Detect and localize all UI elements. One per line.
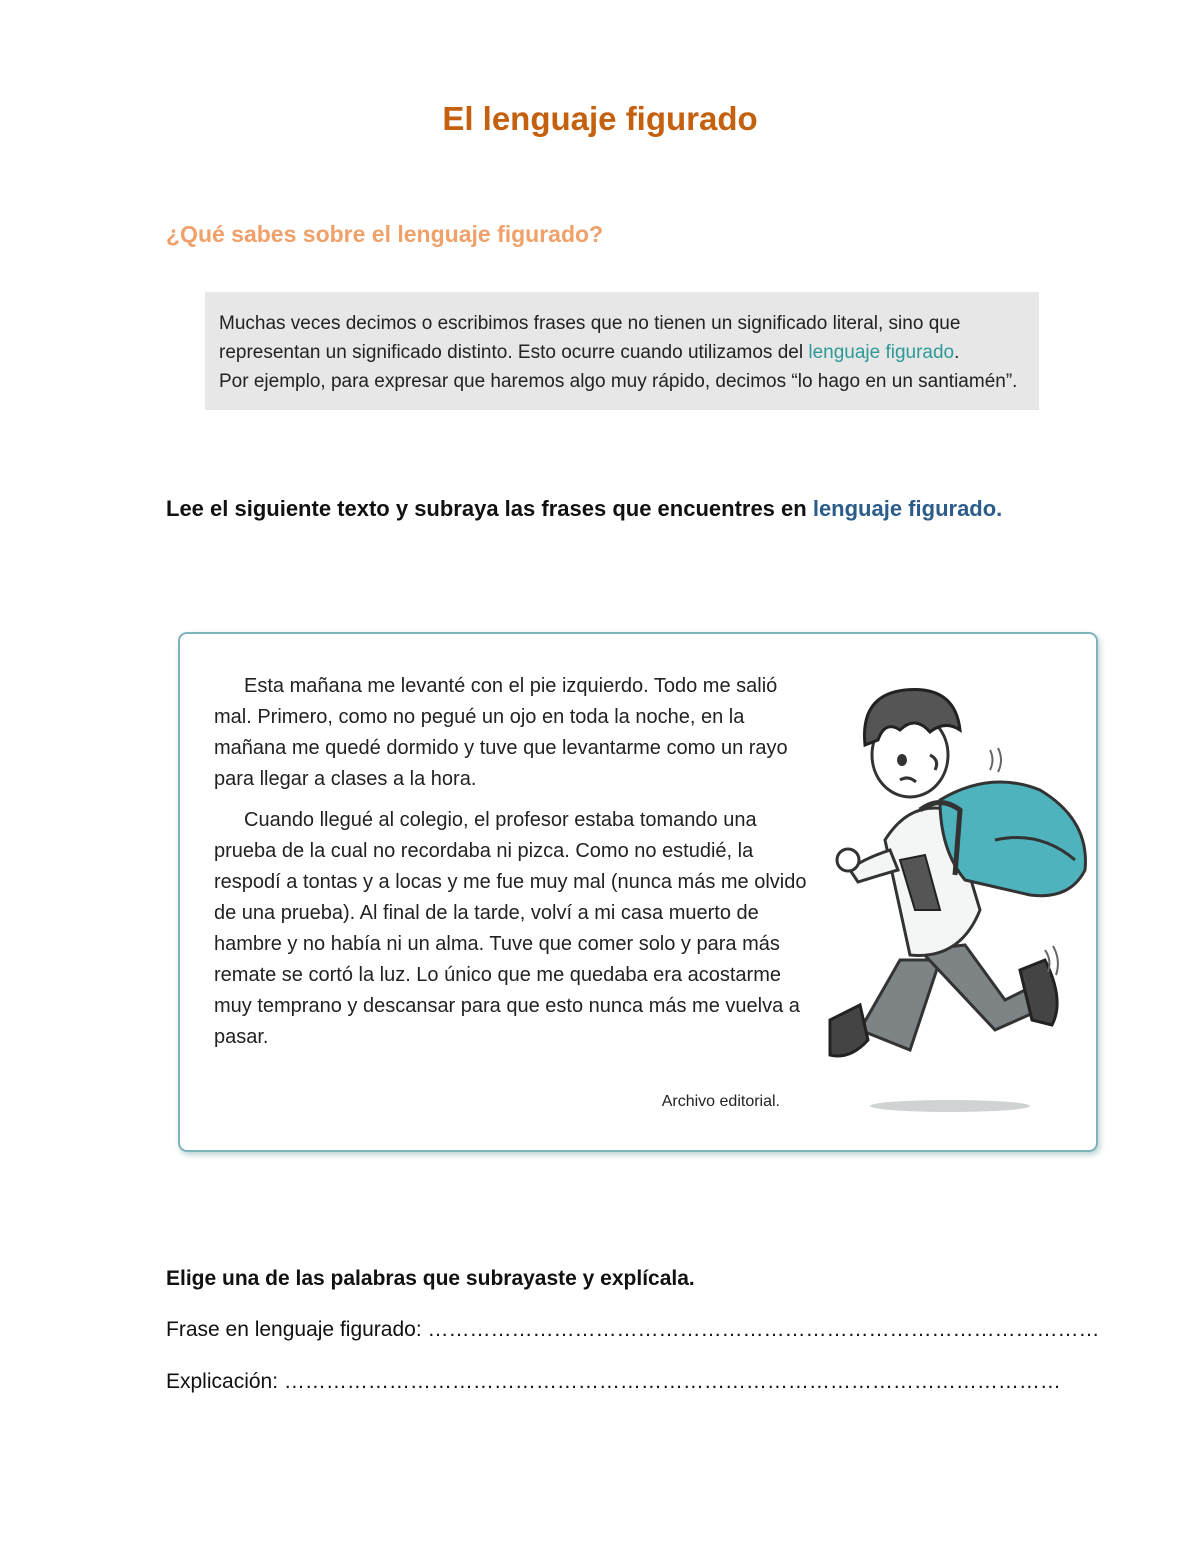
section-subtitle: ¿Qué sabes sobre el lenguaje figurado? bbox=[166, 221, 604, 247]
instruction-text: Lee el siguiente texto y subraya las frases que encuentres en bbox=[166, 496, 813, 521]
explanation-answer-line[interactable]: ………………………………………………………………………………………………… bbox=[283, 1370, 1061, 1393]
phrase-field-label: Frase en lenguaje figurado: bbox=[166, 1318, 428, 1341]
running-boy-illustration bbox=[790, 660, 1090, 1130]
instruction bbox=[166, 483, 1026, 535]
phrase-field[interactable] bbox=[166, 1318, 1100, 1342]
story-paragraph-1: Esta mañana me levanté con el pie izquierdo. Todo me salió mal. Primero, como no pegué un ojo en toda la noche, en la mañana me quedé dormido y tuve que levantarme como un rayo para llegar a clases a la hora. bbox=[214, 675, 788, 790]
task-title: Elige una de las palabras que subrayaste y explícala. bbox=[166, 1267, 695, 1290]
intro-line-2 bbox=[219, 338, 1027, 367]
intro-line-3: Por ejemplo, para expresar que haremos algo muy rápido, decimos “lo hago en un santiamén”. bbox=[219, 371, 1018, 392]
intro-box bbox=[205, 292, 1039, 410]
story-paragraph-2: Cuando llegué al colegio, el profesor estaba tomando una prueba de la cual no recordaba ni pizca. Como no estudié, la respodí a tontas y a locas y me fue muy mal (nunca más me olvido de una prueba). Al final de la tarde, volví a mi casa muerto de hambre y no había ni un alma. Tuve que comer solo y para más remate se cortó la luz. Lo único que me quedaba era acostarme muy temprano y descansar para que esto nunca más me vuelva a pasar. bbox=[214, 809, 807, 1048]
story-source: Archivo editorial. bbox=[661, 1093, 780, 1110]
explanation-field[interactable] bbox=[166, 1370, 1061, 1394]
instruction-highlight: lenguaje figurado. bbox=[812, 496, 1003, 521]
story-text bbox=[214, 671, 814, 1063]
intro-line-2-end: . bbox=[954, 342, 960, 363]
intro-line-1: Muchas veces decimos o escribimos frases que no tienen un significado literal, sino que bbox=[219, 313, 961, 334]
phrase-answer-line[interactable]: …………………………………………………………………………………… bbox=[427, 1318, 1100, 1341]
explanation-field-label: Explicación: bbox=[166, 1370, 284, 1393]
intro-line-2-text: representan un significado distinto. Esto ocurre cuando utilizamos del bbox=[219, 342, 809, 363]
page-title: El lenguaje figurado bbox=[442, 100, 758, 137]
intro-highlight-term: lenguaje figurado bbox=[808, 342, 955, 363]
